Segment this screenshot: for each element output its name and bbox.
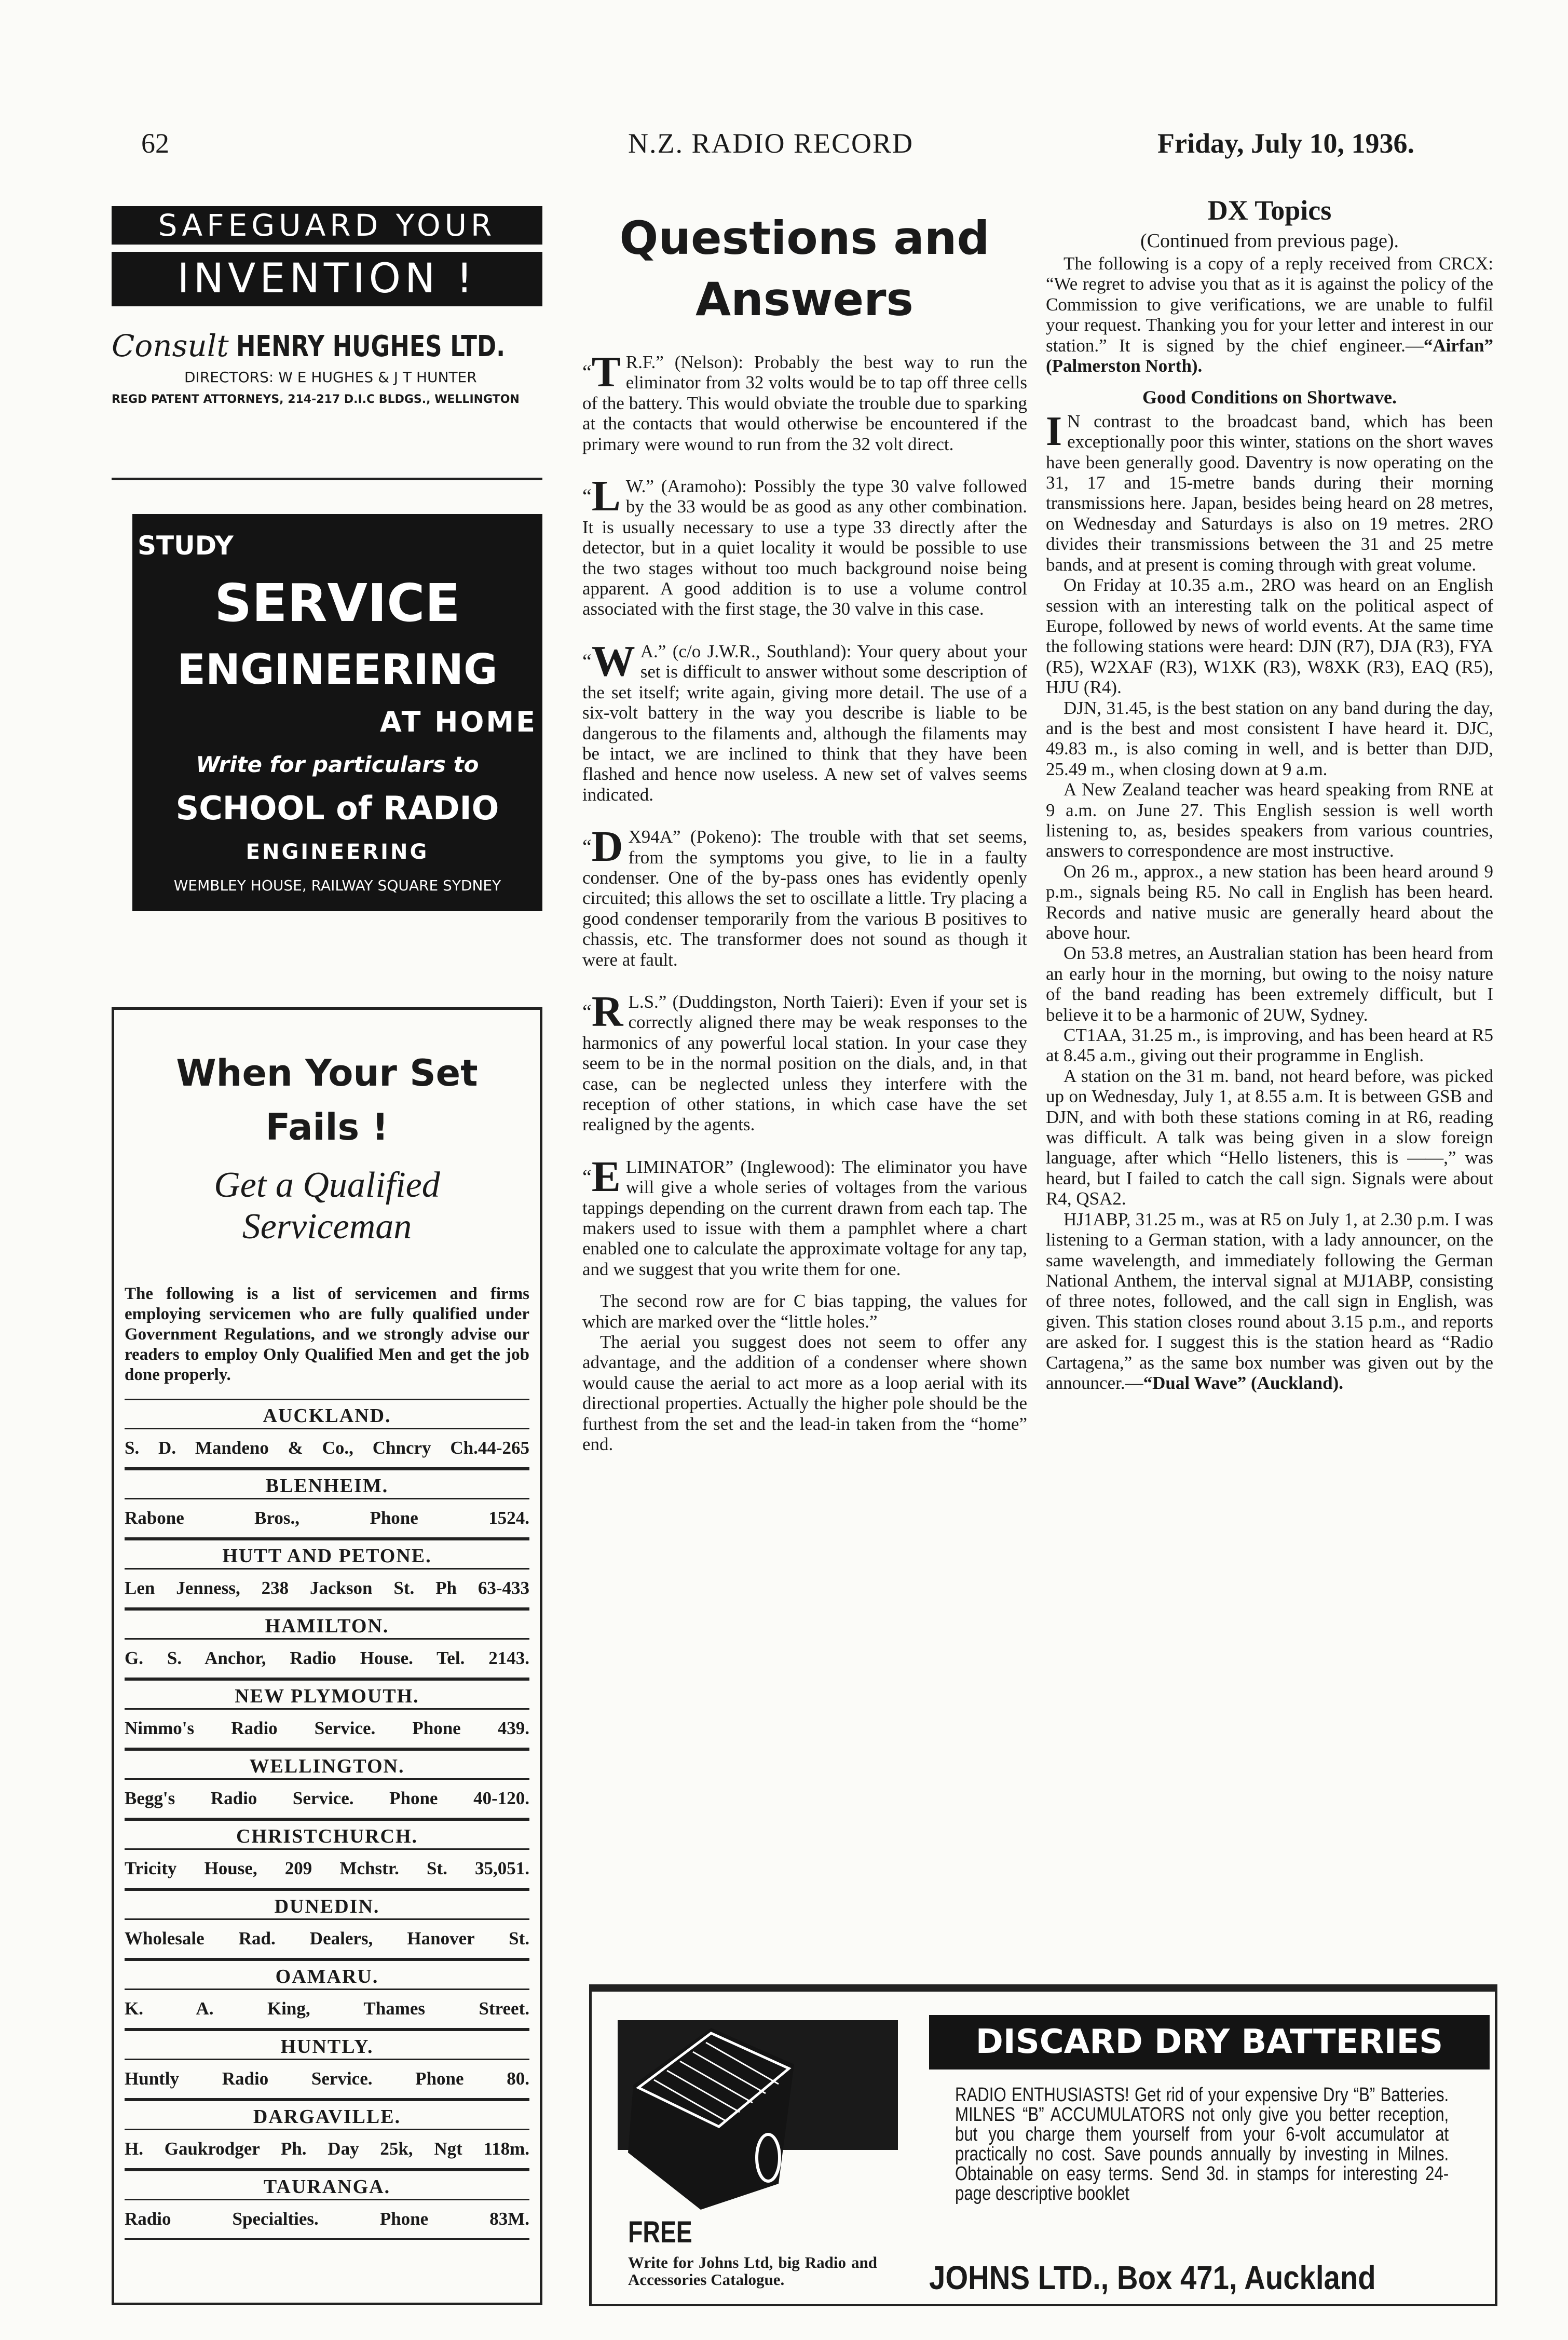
drop-cap	[582, 637, 635, 685]
drop-cap	[582, 1152, 621, 1201]
directory-town: AUCKLAND.	[125, 1399, 529, 1428]
patent-ad-line2: INVENTION !	[112, 252, 542, 306]
issue-date: Friday, July 10, 1936.	[1157, 128, 1415, 159]
directory-entry: Wholesale Rad. Dealers, Hanover St.	[125, 1918, 529, 1959]
directory-entry: Huntly Radio Service. Phone 80.	[125, 2059, 529, 2100]
qa-title-line2: Answers	[696, 273, 913, 326]
directory-town: HAMILTON.	[125, 1609, 529, 1638]
quote-mark: “	[582, 999, 592, 1023]
qa-column	[582, 348, 1027, 1455]
servicemen-subtitle: Get a Qualified Serviceman	[214, 1165, 440, 1247]
directory-entry: K. A. King, Thames Street.	[125, 1989, 529, 2030]
qa-answer-text: W.” (Aramoho): Possibly the type 30 valve followed by the 33 would be as good as any other combination. It is usually necessary to use a type 33 directly after the detector, but in a quiet locality it would be possible to use the two stages without too much background noise being apparent. A good addition is to use a volume control associated with the first stage, the 30 valve in this case.	[582, 476, 1027, 619]
dx-column	[1046, 192, 1493, 1393]
qa-paragraph: The second row are for C bias tapping, the values for which are marked over the “little holes.”	[582, 1291, 1027, 1332]
directory-town: HUNTLY.	[125, 2030, 529, 2059]
qa-item	[582, 472, 1027, 619]
batteries-ad-catalogue: Write for Johns Ltd, big Radio and Accessories Catalogue.	[628, 2253, 877, 2289]
school-ad-address: WEMBLEY HOUSE, RAILWAY SQUARE SYDNEY	[173, 877, 501, 895]
dx-paragraph: A New Zealand teacher was heard speaking from RNE at 9 a.m. on June 27. This English session is well worth listening to, as, besides speakers from various countries, answers to correspondence are most instructive.	[1046, 779, 1493, 861]
school-ad-engineering2: ENGINEERING	[246, 840, 429, 864]
directory-town: NEW PLYMOUTH.	[125, 1679, 529, 1708]
directory-entry: Radio Specialties. Phone 83M.	[125, 2199, 529, 2240]
batteries-ad	[589, 1984, 1497, 2306]
qa-answer-text: L.S.” (Duddingston, North Taieri): Even if your set is correctly aligned there may be weak responses to the harmonics of any powerful local station. In your case they seem to be in the normal position on the dials, and, in that case, can be neglected unless they interfere with the reception of other stations, in which case have the set realigned by the agents.	[582, 991, 1027, 1135]
directory-entry: G. S. Anchor, Radio House. Tel. 2143.	[125, 1638, 529, 1679]
dx-paragraph: HJ1ABP, 31.25 m., was at R5 on July 1, at 2.30 p.m. I was listening to a German station, with a lady announcer, on the same wavelength, and immediately following the German National Anthem, the interval signal at MJ1ABP, consisting of three notes, followed, and the call sign in English, was given. This station closes round about 3.15 p.m., and reports are asked for. I suggest this is the station heard as “Radio Cartagena,” as the same box number was given out by the announcer.—	[1046, 1209, 1493, 1393]
qa-item	[582, 822, 1027, 970]
directory-entry: H. Gaukrodger Ph. Day 25k, Ngt 118m.	[125, 2129, 529, 2170]
quote-mark: “	[582, 1165, 592, 1188]
quote-mark: “	[582, 649, 592, 673]
school-ad-service: SERVICE	[214, 573, 460, 634]
directory-town: DARGAVILLE.	[125, 2100, 529, 2129]
directory-entry: Nimmo's Radio Service. Phone 439.	[125, 1708, 529, 1749]
drop-cap-letter: D	[591, 822, 623, 871]
directory-entry: Len Jenness, 238 Jackson St. Ph 63-433	[125, 1568, 529, 1609]
drop-cap	[582, 348, 621, 396]
batteries-ad-free: FREE	[628, 2215, 692, 2249]
directory-list	[125, 1399, 529, 2240]
dx-paragraph: DJN, 31.45, is the best station on any band during the day, and is the best and most consistent I have heard it. DJC, 49.83 m., is also coming in well, and is better than DJD, 25.49 m., when closing down at 9 a.m.	[1046, 697, 1493, 779]
patent-ad	[112, 206, 542, 455]
dx-paragraph: CT1AA, 31.25 m., is improving, and has been heard at R5 at 8.45 a.m., giving out their programme in English.	[1046, 1025, 1493, 1066]
drop-cap-letter: L	[591, 472, 621, 521]
servicemen-directory	[112, 1007, 542, 2305]
qa-item	[582, 348, 1027, 454]
directory-entry: Begg's Radio Service. Phone 40-120.	[125, 1778, 529, 1819]
patent-ad-address: REGD PATENT ATTORNEYS, 214-217 D.I.C BLDGS., WELLINGTON	[112, 393, 520, 406]
batteries-ad-banner: DISCARD DRY BATTERIES	[929, 2015, 1490, 2070]
quote-mark: “	[582, 484, 592, 508]
school-of-radio-ad	[132, 514, 542, 911]
divider	[112, 478, 542, 480]
dx-signature: “Dual Wave” (Auckland).	[1143, 1372, 1343, 1393]
drop-cap-letter: T	[591, 348, 621, 396]
dx-paragraph: A station on the 31 m. band, not heard before, was picked up on Wednesday, July 1, at 8.55 a.m. It is between GSB and DJN, and with both these stations coming in at R6, reading was difficult. A talk was being given in a slow foreign language, after which “Hello listeners, this is ——,” was heard, but I failed to catch the call sign. Signals were about R4, QSA2.	[1046, 1065, 1493, 1209]
qa-paragraph: The aerial you suggest does not seem to offer any advantage, and the addition of a condenser where shown would cause the aerial to act more as a loop aerial with its directional properties. Actually the higher pole should be the furthest from the set and the lead-in taken from the “home” end.	[582, 1332, 1027, 1455]
servicemen-title: When Your Set Fails !	[176, 1052, 478, 1148]
drop-cap	[582, 987, 623, 1036]
patent-ad-directors: DIRECTORS: W E HUGHES & J T HUNTER	[184, 369, 477, 386]
directory-entry: Rabone Bros., Phone 1524.	[125, 1498, 529, 1539]
directory-town: BLENHEIM.	[125, 1469, 529, 1498]
patent-ad-company: HENRY HUGHES LTD.	[236, 330, 505, 363]
directory-town: HUTT AND PETONE.	[125, 1539, 529, 1568]
school-ad-write: Write for particulars to	[196, 751, 479, 777]
qa-title-line1: Questions and	[619, 211, 990, 265]
directory-entry: Tricity House, 209 Mchstr. St. 35,051.	[125, 1848, 529, 1889]
quote-mark: “	[582, 835, 592, 859]
school-ad-study: STUDY	[138, 531, 234, 561]
dx-paragraph: N contrast to the broadcast band, which has been exceptionally poor this winter, stations on the short waves have been generally good. Daventry is now operating on the 31, 17 and 15-metre bands during their morning transmissions here. Japan, besides being heard on 28 metres, on Wednesday and Saturdays is also on 19 metres. 2RO divides their transmissions between the 31 and 25 metre bands, and at present is coming through with great volume.	[1046, 411, 1493, 575]
publication-title: N.Z. RADIO RECORD	[628, 128, 914, 159]
dx-paragraph: On 53.8 metres, an Australian station has been heard from an early hour in the morning, but owing to the noisy nature of the band reading has been extremely difficult, but I believe it to be a harmonic of 2UW, Sydney.	[1046, 943, 1493, 1025]
dx-subhead: Good Conditions on Shortwave.	[1142, 387, 1397, 408]
servicemen-intro: The following is a list of servicemen and firms employing servicemen who are fully qualified under Government Regulations, and we strongly advise our readers to employ Only Qualified Men and get the job done properly.	[125, 1284, 529, 1384]
dx-signature: “Airfan” (Palmerston North).	[1046, 335, 1493, 376]
school-ad-engineering: ENGINEERING	[177, 645, 498, 694]
patent-ad-line1: SAFEGUARD YOUR	[112, 206, 542, 245]
battery-illustration	[623, 2023, 862, 2215]
patent-ad-script: Consult	[112, 328, 229, 363]
drop-cap	[582, 472, 621, 521]
qa-answer-text: R.F.” (Nelson): Probably the best way to run the eliminator from 32 volts would be to tap off three cells of the battery. This would obviate the trouble due to sparking at the contacts that would otherwise be encountered if the primary were wound to run from the 32 volt direct.	[582, 352, 1027, 454]
qa-item	[582, 1152, 1027, 1279]
qa-title	[581, 208, 1028, 330]
page-number: 62	[141, 128, 169, 159]
quote-mark: “	[582, 360, 592, 384]
directory-town: WELLINGTON.	[125, 1749, 529, 1778]
school-ad-at-home: AT HOME	[380, 706, 537, 739]
drop-cap-letter: E	[591, 1152, 621, 1201]
directory-town: TAURANGA.	[125, 2170, 529, 2199]
drop-cap-letter: W	[591, 637, 635, 685]
qa-item	[582, 987, 1027, 1135]
drop-cap	[582, 822, 623, 871]
batteries-ad-body: RADIO ENTHUSIASTS! Get rid of your expensive Dry “B” Batteries. MILNES “B” ACCUMULATORS not only give you better reception, but you charge them yourself from your 6-volt accumulator at practically no cost. Save pounds annually by investing in Milnes. Obtainable on easy terms. Send 3d. in stamps for interesting 24-page descriptive booklet	[955, 2084, 1449, 2204]
qa-answer-text: LIMINATOR” (Inglewood): The eliminator you have will give a whole series of voltages from the various tappings depending on the current drawn from each tap. The makers used to issue with them a pamphlet where a chart enabled one to calculate the approximate voltage for any tap, and we suggest that you write them for one.	[582, 1156, 1027, 1279]
dx-paragraph: On 26 m., approx., a new station has been heard around 9 p.m., signals being R5. No call in English has been heard. Records and native music are generally heard about the above hour.	[1046, 861, 1493, 943]
dx-continued: (Continued from previous page).	[1140, 230, 1399, 252]
drop-cap-letter: R	[591, 987, 623, 1036]
qa-answer-text: A.” (c/o J.W.R., Southland): Your query about your set is difficult to answer without some description of the set itself; write again, giving more detail. The use of a six-volt battery in the way you describe is liable to be dangerous to the filaments and, although the filaments may be intact, we are inclined to think that they have been flashed and hence now useless. A new set of valves seems indicated.	[582, 641, 1027, 805]
batteries-ad-address: JOHNS LTD., Box 471, Auckland	[929, 2259, 1376, 2296]
qa-item	[582, 637, 1027, 805]
directory-entry: S. D. Mandeno & Co., Chncry Ch.44-265	[125, 1428, 529, 1469]
school-ad-school: SCHOOL of RADIO	[175, 789, 499, 828]
qa-answer-text: X94A” (Pokeno): The trouble with that set seems, from the symptoms you give, to lie in a faulty condenser. One of the by-pass ones has evidently openly circuited; this allows the set to oscillate a little. Try placing a good condenser temporarily from the various B positives to chassis, etc. The transformer does not sound as though it were at fault.	[582, 827, 1027, 970]
directory-town: DUNEDIN.	[125, 1889, 529, 1918]
dx-paragraph: The following is a copy of a reply received from CRCX: “We regret to advise you that as it is against the policy of the Commission to give verifications, we are unable to fulfil your request. Thanking you for your letter and interest in our station.” It is signed by the chief engineer.—	[1046, 253, 1493, 356]
dx-title: DX Topics	[1207, 195, 1332, 226]
directory-town: OAMARU.	[125, 1959, 529, 1989]
dx-paragraph: On Friday at 10.35 a.m., 2RO was heard on an English session with an interesting talk on the political aspect of Europe, followed by news of world events. At the same time the following stations were heard: DJN (R7), DJA (R3), FYA (R5), W2XAF (R3), W1XK (R3), W8XK (R3), EAQ (R5), HJU (R4).	[1046, 575, 1493, 698]
directory-town: CHRISTCHURCH.	[125, 1819, 529, 1848]
drop-cap: I	[1046, 408, 1062, 454]
